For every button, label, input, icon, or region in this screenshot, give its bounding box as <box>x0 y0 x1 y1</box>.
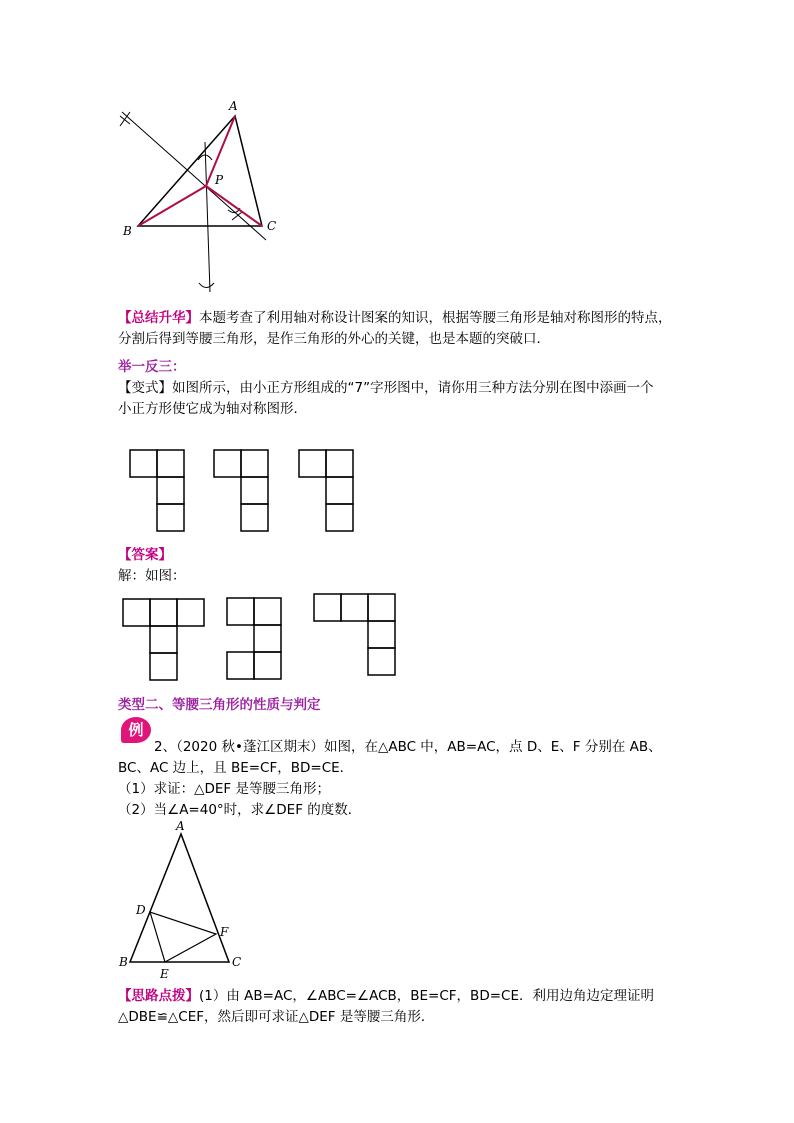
variant-line-1: 【变式】如图所示，由小正方形组成的“7”字形图中，请你用三种方法分别在图中添画一个 <box>118 380 654 396</box>
fig2-label-C: C <box>232 955 242 969</box>
hint-line-2: △DBE≌△CEF，然后即可求证△DEF 是等腰三角形． <box>118 1009 435 1025</box>
type2-heading: 类型二、等腰三角形的性质与判定 <box>118 697 321 713</box>
fig1-label-A: A <box>229 99 238 113</box>
answer-tag: 【答案】 <box>118 547 172 563</box>
answer-text: 解：如图： <box>118 568 186 584</box>
summary-tag: 【总结升华】 <box>118 310 199 326</box>
example-badge: 例 <box>121 717 151 743</box>
hint-line-1: 【思路点拨】(1）由 AB=AC，∠ABC=∠ACB，BE=CF，BD=CE．利用边角边定理证明 <box>118 988 654 1004</box>
fig2-label-D: D <box>136 903 146 917</box>
summary-line-1: 【总结升华】本题考查了利用轴对称设计图案的知识，根据等腰三角形是轴对称图形的特点， <box>118 310 672 326</box>
practice-heading: 举一反三： <box>118 359 186 375</box>
fig2-label-E: E <box>160 967 169 981</box>
fig2-label-F: F <box>220 925 229 939</box>
hint-tag: 【思路点拨】 <box>118 988 199 1004</box>
example-line-1: 2、（2020 秋•蓬江区期末）如图，在△ABC 中，AB=AC，点 D、E、F 分别在 AB、 <box>154 739 662 755</box>
example-line-2: BC、AC 边上，且 BE=CF，BD=CE． <box>118 760 354 776</box>
fig1-label-P: P <box>215 173 224 187</box>
variant-line-2: 小正方形使它成为轴对称图形． <box>118 401 307 417</box>
fig2-label-A: A <box>176 819 185 833</box>
variant-tag: 【变式】 <box>118 380 172 396</box>
example-question-2: （2）当∠A=40°时，求∠DEF 的度数． <box>118 802 362 818</box>
summary-line-2: 分割后得到等腰三角形，是作三角形的外心的关键，也是本题的突破口． <box>118 331 550 347</box>
fig2-label-B: B <box>119 955 128 969</box>
fig1-label-B: B <box>123 224 132 238</box>
example-question-1: （1）求证：△DEF 是等腰三角形； <box>118 781 330 797</box>
fig1-label-C: C <box>267 219 277 233</box>
